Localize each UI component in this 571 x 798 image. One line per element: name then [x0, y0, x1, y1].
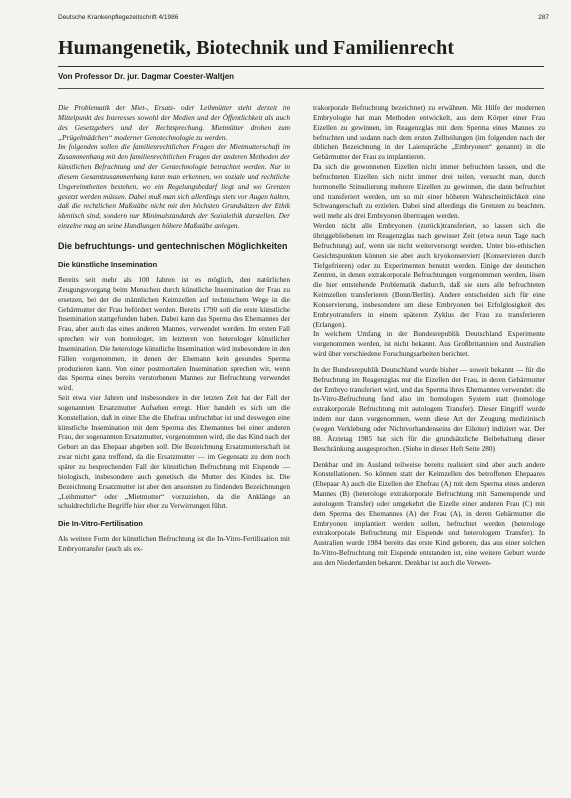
- body-paragraph: Werden nicht alle Embryonen (zurück)transferiert, so lassen sich die übriggebliebenen im Reagenzglas nach gewisser Zeit (etwa neun Tage nach Befruchtung) auf, wenn sie nicht weiterversorgt werden. Unter bio-ethischen Gesichtspunkten können sie aber auch kryokonserviert (Konservieren durch Tiefgefrieren) oder zu Experimenten benutzt werden. Einige der deutschen Zentren, in denen extrakorporale Befruchtungen vorgenommen werden, lösen die hier entstehende Problematik dadurch, daß sie stets alle befruchteten Keimzellen transferieren (Bonn/Berlin). Andere entscheiden sich für eine Konservierung, insbesondere um diese Embryonen bei Erfolglosigkeit des Embryotransfers in einem späteren Zyklus der Frau zu transferieren (Erlangen).: [313, 221, 545, 329]
- intro-paragraph: Die Problematik der Miet-, Ersatz- oder Leihmütter steht derzeit im Mittelpunkt des Interesses sowohl der Medien und der Öffentlichkeit als auch des Gesetzgebers und der Rechtsprechung. Mietmütter drohen zum „Prügelmädchen“ moderner Genotechnologie zu werden.: [58, 103, 290, 142]
- running-header: [58, 14, 549, 21]
- article-author: Von Professor Dr. jur. Dagmar Coester-Waltjen: [58, 72, 235, 81]
- body-paragraph: Als weitere Form der künstlichen Befruchtung ist die In-Vitro-Fertilisation mit Embryotransfer (auch als ex-: [58, 534, 290, 554]
- author-divider: [58, 88, 544, 89]
- body-paragraph: In der Bundesrepublik Deutschland wurde bisher — soweit bekannt — für die Befruchtung im Reagenzglas nur die Eizellen der Frau, in deren Gebärmutter der Embryo transferiert wird, und das Sperma ihres Ehemannes verwendet: die In-Vitro-Befruchtung fand also im homologen System statt (homologe extrakorporale Befruchtung mit autologem Transfer). Dieser Eingriff wurde indem nur dann vorgenommen, wenn diese Art der Zeugung medizinisch (wegen Verklebung oder Nichtvorhandenseins der Eileiter) indiziert war. Der 88. Ärztetag 1985 hat sich für die grundsätzliche Beibehaltung dieser Beschränkung ausgesprochen. (Siehe in dieser Heft Seite 280): [313, 364, 545, 453]
- body-paragraph: trakorporale Befruchtung bezeichnet) zu erwähnen. Mit Hilfe der modernen Embryologie hat man Methoden entwickelt, aus dem Körper einer Frau Eizellen zu gewinnen, im Reagenzglas mit dem Sperma eines Mannes zu befruchten und sodann nach dem ersten Zellteilungen (im folgenden nach der üblichen Bezeichnung in der Laienspräche „Embryonen“ genannt) in die Gebärmutter der Frau zu implantieren.: [313, 103, 545, 162]
- left-column: [58, 103, 290, 793]
- subsection-heading: Die In-Vitro-Fertilisation: [58, 519, 143, 529]
- body-paragraph: Denkbar und im Ausland teilweise bereits realisiert sind aber auch andere Konstellationen. So können statt der Keimzellen des betroffenen Ehepaares (Ehepaar A) auch die Eizellen der Ehefrau (A) mit dem Sperma eines anderen Mannes (B) (heterologe extrakorporale Befruchtung mit Samenspende und autologem Transfer) oder umgekehrt die Eizelle einer anderen Frau (C) mit dem Sperma des Ehemannes (A) der Frau (A), in deren Gebärmutter die Embryonen implantiert werden sollen, befruchtet werden (heterologe extrakorporale Befruchtung mit Eispende und heterologem Transfer). In Australien wurde 1984 bereits das erste Kind geboren, das aus einer solchen In-Vitro-Befruchtung mit Eispende entstanden ist, eine weitere Geburt wurde aus den Niederlanden bekannt. Denkbar ist auch die Verwen-: [313, 459, 545, 567]
- subsection-heading: Die künstliche Insemination: [58, 259, 158, 269]
- section-heading: Die befruchtungs- und gentechnischen Möglichkeiten: [58, 240, 288, 251]
- title-divider: [58, 66, 544, 67]
- body-paragraph: Da sich die gewonnenen Eizellen nicht immer befruchten lassen, und die befruchteten Eizellen sich nicht immer drei teilen, versucht man, durch hormonelle Stimulierung mehrere Eizellen zu gewinnen, die dann befruchtet und transferiert werden, um so mit einer höheren Wahrscheinlichkeit eine Schwangerschaft zu erzielen. Dabei sind allerdings die Grenzen zu beachten, weil mehr als drei Embryonen übertragen werden.: [313, 162, 545, 221]
- body-paragraph: Seit etwa vier Jahren und insbesondere in der letzten Zeit hat der Fall der sogenannten Ersatzmutter Aufsehen erregt. Hier handelt es sich um die Konstellation, daß in einer Ehe die Ehefrau unfruchtbar ist und deswegen eine künstliche Insemination mit dem Sperma des Ehemannes bei einer anderen Frau, der sogenannten Ersatzmutter, vorgenommen wird, die das Kind nach der Geburt an das Ehepaar abgeben soll. Die Bezeichnung Ersatzmutterschaft ist zwar nicht ganz treffend, da die Ersatzmutter — im Gegensatz zu dem noch später zu besprechenden Fall der künstlichen Befruchtung mit Eispende — biologisch, insbesondere auch genetisch die Mutter des Kindes ist. Die Bezeichnung Ersatzmutter ist aber den ansonsten zu findenden Bezeichnungen „Leihmutter“ oder „Mietmutter“ vorzuziehen, da die Anklänge an schuldrechtliche Begriffe hier eher zu Verwirrungen führt.: [58, 393, 290, 511]
- intro-paragraph: Im folgenden sollen die familienrechtlichen Fragen der Mietmutterschaft im Zusammenhang mit den familienrechtlichen Fragen der anderen Methoden der künstlichen Befruchtung und der Gentechnologie betrachtet werden. Nur in diesem Gesamtzusammenhang kann man erkennen, wo soziale und rechtliche Ungereimtheiten bestehen, wo ein Regelungsbedarf liegt und wo Grenzen gesetzt werden müssen. Dabei muß man sich allerdings stets vor Augen halten, daß die rechtlichen Maßstäbe nicht mit den höchsten Grundsätzen der Ethik identisch sind, sondern nur Minimalstandards der Sozialethik darstellen. Der einzelne mag an seine Handlungen höhere Maßstäbe anlegen.: [58, 142, 290, 231]
- body-paragraph: In welchem Umfang in der Bundesrepublik Deutschland Experimente vorgenommen werden, ist nicht bekannt. Aus Großbritannien und Australien wird über verschiedene Forschungsarbeiten berichtet.: [313, 329, 545, 359]
- body-paragraph: Bereits seit mehr als 100 Jahren ist es möglich, den natürlichen Zeugungsvorgang beim Menschen durch künstliche Insemination der Frau zu ersetzen, bei der die männlichen Keimzellen auf technischem Wege in die Gebärmutter der Frau befördert werden. Bereits 1790 soll die erste künstliche Insemination stattgefunden haben. Dabei kann das Sperma des Ehemannes der Frau, aber auch das eines anderen Mannes, verwendet werden. Im ersten Fall sprechen wir von homologer, im letzteren von heterologer künstlicher Insemination. Die heterologe künstliche Insemination wird insbesondere in den Fällen vorgenommen, in denen der Ehemann kein gesundes Sperma produzieren kann. Von einer postmortalen Insemination sprechen wir, wenn das Sperma eines bereits verstorbenen Mannes zur Befruchtung verwendet wird.: [58, 274, 290, 393]
- right-column: [313, 103, 545, 793]
- article-title: Humangenetik, Biotechnik und Familienrecht: [58, 37, 455, 59]
- journal-name: Deutsche Krankenpflegezeitschrift 4/1986: [58, 14, 179, 21]
- page-number: 287: [538, 14, 549, 21]
